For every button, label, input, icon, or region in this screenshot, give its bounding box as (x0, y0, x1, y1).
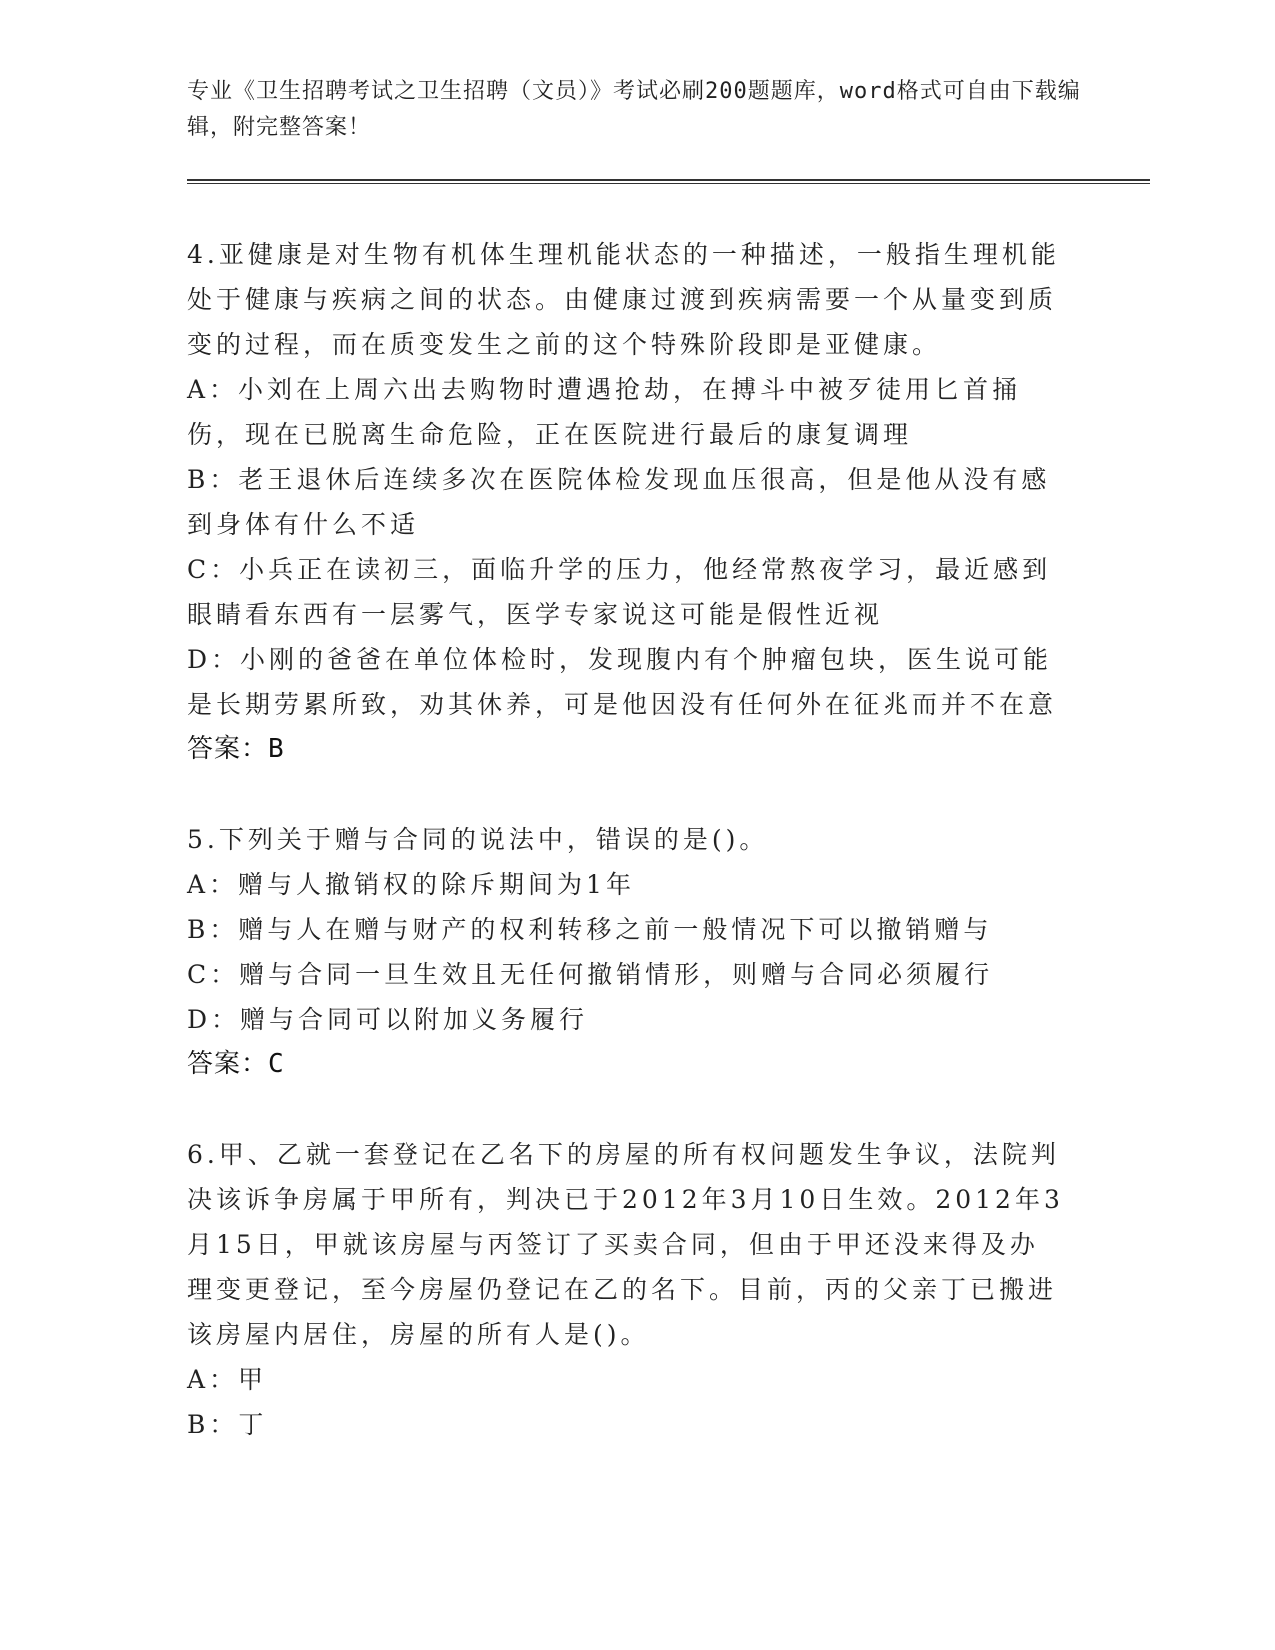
option-b: B：赠与人在赠与财产的权利转移之前一般情况下可以撤销赠与 (187, 915, 993, 944)
option-c: C：小兵正在读初三，面临升学的压力，他经常熬夜学习，最近感到眼睛看东西有一层雾气，医学专家说这可能是假性近视 (187, 555, 1052, 629)
answer: 答案：B (187, 734, 285, 764)
question-list (187, 232, 1067, 1447)
option-a: A：赠与人撤销权的除斥期间为1年 (187, 870, 635, 899)
question-6 (187, 1132, 1067, 1447)
question-4 (187, 232, 1067, 772)
header-divider-thin (187, 183, 1150, 184)
option-d: D：赠与合同可以附加义务履行 (187, 1005, 589, 1034)
option-b: B：老王退休后连续多次在医院体检发现血压很高，但是他从没有感到身体有什么不适 (187, 465, 1051, 539)
answer: 答案：C (187, 1049, 285, 1079)
question-stem: 5.下列关于赠与合同的说法中，错误的是()。 (187, 825, 769, 854)
option-b: B：丁 (187, 1410, 268, 1439)
header-divider (187, 179, 1150, 181)
option-a: A：小刘在上周六出去购物时遭遇抢劫，在搏斗中被歹徒用匕首捅伤，现在已脱离生命危险，正在医院进行最后的康复调理 (187, 375, 1022, 449)
document-header: 专业《卫生招聘考试之卫生招聘（文员）》考试必刷200题题库，word格式可自由下载编辑，附完整答案！ (187, 79, 1081, 140)
option-d: D：小刚的爸爸在单位体检时，发现腹内有个肿瘤包块，医生说可能是长期劳累所致，劝其休养，可是他因没有任何外在征兆而并不在意 (187, 645, 1058, 719)
question-stem: 6.甲、乙就一套登记在乙名下的房屋的所有权问题发生争议，法院判决该诉争房属于甲所有，判决已于2012年3月10日生效。2012年3月15日，甲就该房屋与丙签订了买卖合同，但由于甲还没来得及办理变更登记，至今房屋仍登记在乙的名下。目前，丙的父亲丁已搬进该房屋内居住，房屋的所有人是()。 (187, 1140, 1064, 1349)
option-c: C：赠与合同一旦生效且无任何撤销情形，则赠与合同必须履行 (187, 960, 994, 989)
question-stem: 4.亚健康是对生物有机体生理机能状态的一种描述，一般指生理机能处于健康与疾病之间的状态。由健康过渡到疾病需要一个从量变到质变的过程，而在质变发生之前的这个特殊阶段即是亚健康。 (187, 240, 1060, 359)
option-a: A：甲 (187, 1365, 268, 1394)
question-5 (187, 817, 1067, 1087)
